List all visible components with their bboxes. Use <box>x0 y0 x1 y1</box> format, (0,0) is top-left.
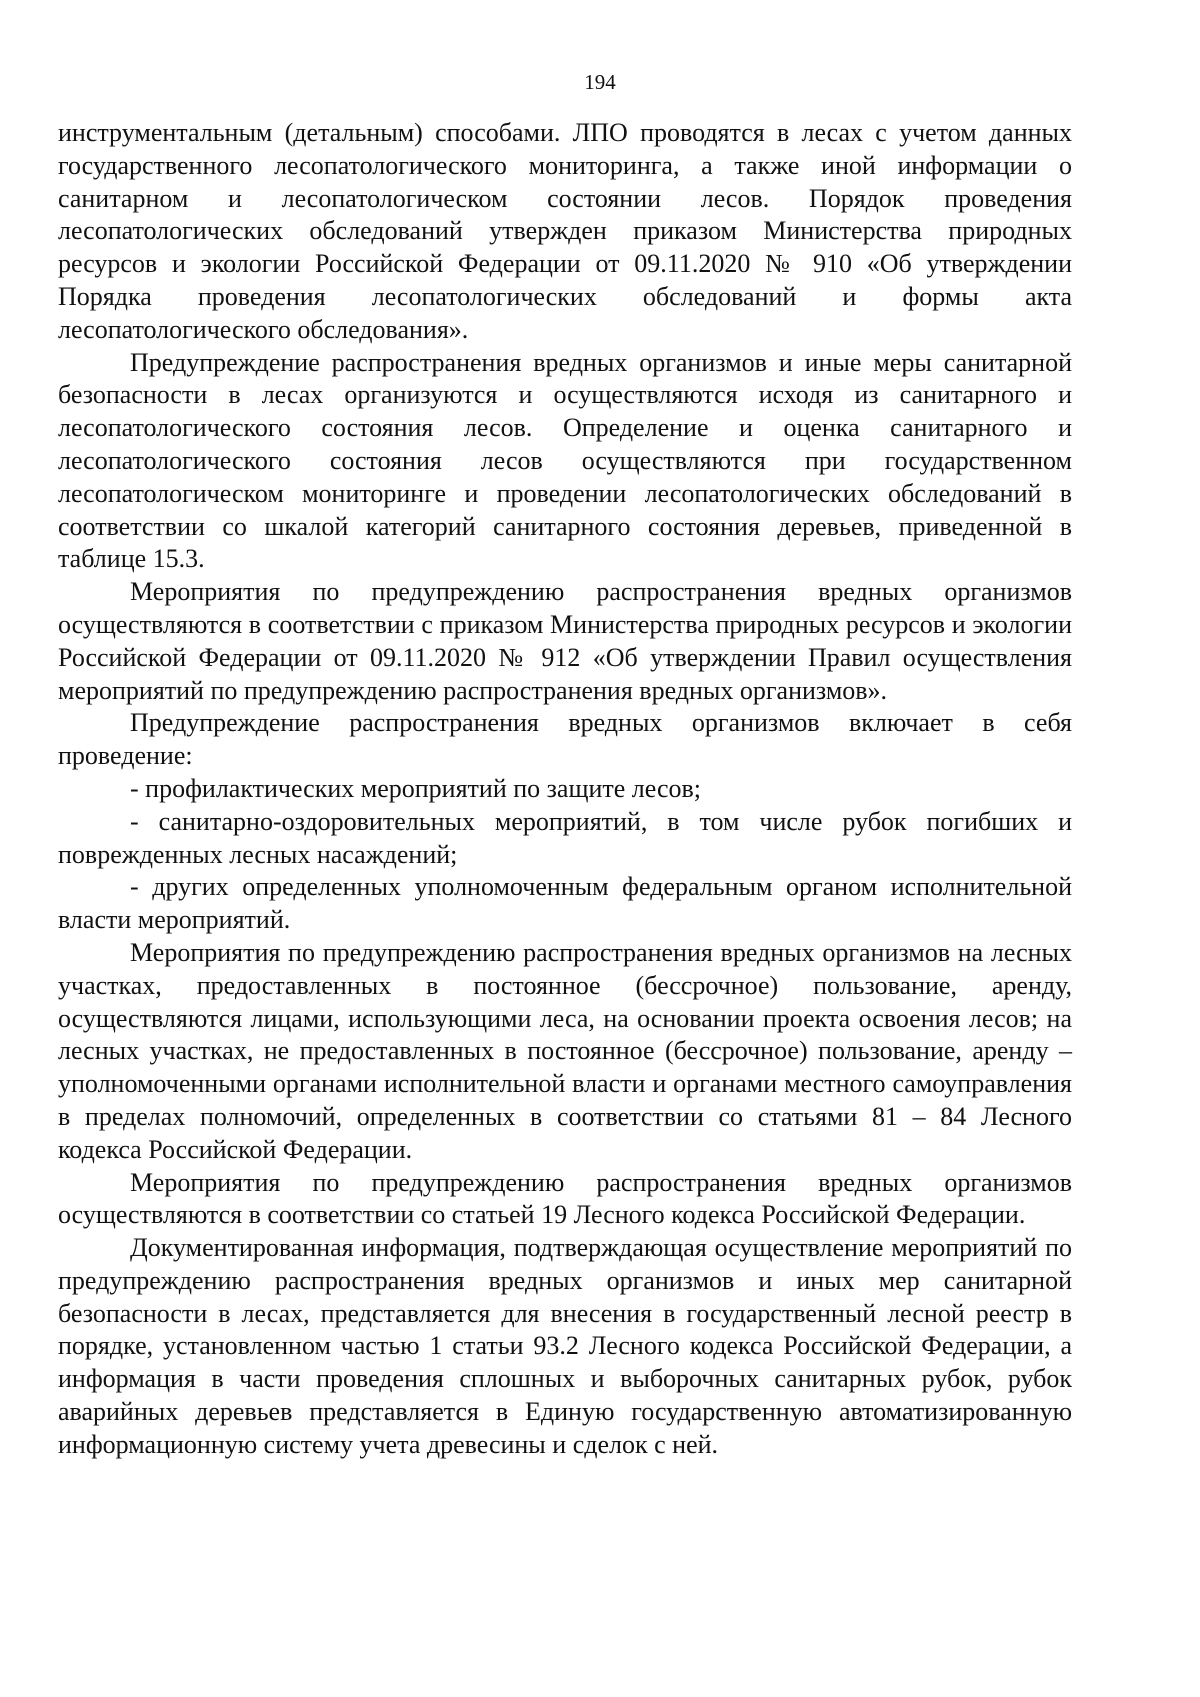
paragraph-prevention-order: Мероприятия по предупреждению распространения вредных организмов осуществляются в соответствии с приказом Министерства природных ресурсов и экологии Российской Федерации от 09.11.2020 № 912 «Об утверждении Правил осуществления мероприятий по предупреждению распространения вредных организмов». <box>58 577 1072 705</box>
paragraph-prevention-measures: Предупреждение распространения вредных организмов и иные меры санитарной безопасности в лесах организуются и осуществляются исходя из санитарного и лесопатологического состояния лесов. Определение и оценка санитарного и лесопатологического состояния лесов осуществляются при государственном лесопатологическом мониторинге и проведении лесопатологических обследований в соответствии со шкалой категорий санитарного состояния деревьев, приведенной в таблице 15.3. <box>58 347 1072 574</box>
paragraph-leased-plots: Мероприятия по предупреждению распространения вредных организмов на лесных участках, предоставленных в постоянное (бессрочное) пользование, аренду, осуществляются лицами, использующими леса, на основании проекта освоения лесов; на лесных участках, не предоставленных в постоянное (бессрочное) пользование, аренду – уполномоченными органами исполнительной власти и органами местного самоуправления в пределах полномочий, определенных в соответствии со статьями 81 – 84 Лесного кодекса Российской Федерации. <box>58 937 1072 1164</box>
paragraph-documented-info: Документированная информация, подтверждающая осуществление мероприятий по предупреждению распространения вредных организмов и иных мер санитарной безопасности в лесах, представляется для внесения в государственный лесной реестр в порядке, установленном частью 1 статьи 93.2 Лесного кодекса Российской Федерации, а информация в части проведения сплошных и выборочных санитарных рубок, рубок аварийных деревьев представляется в Единую государственную автоматизированную информационную систему учета древесины и сделок с ней. <box>58 1233 1072 1459</box>
paragraph-article-19: Мероприятия по предупреждению распространения вредных организмов осуществляются в соответствии со статьей 19 Лесного кодекса Российской Федерации. <box>58 1167 1072 1230</box>
page-number: 194 <box>584 70 616 94</box>
list-item: - других определенных уполномоченным федеральным органом исполнительной власти мероприятий. <box>58 872 1072 935</box>
paragraph-lpo-continuation: инструментальным (детальным) способами. ЛПО проводятся в лесах с учетом данных государственного лесопатологического мониторинга, а также иной информации о санитарном и лесопатологическом состоянии лесов. Порядок проведения лесопатологических обследований утвержден приказом Министерства природных ресурсов и экологии Российской Федерации от 09.11.2020 № 910 «Об утверждении Порядка проведения лесопатологических обследований и формы акта лесопатологического обследования». <box>58 118 1072 344</box>
document-body <box>58 117 1072 1462</box>
paragraph-prevention-includes: Предупреждение распространения вредных организмов включает в себя проведение: <box>58 708 1072 771</box>
list-item: - профилактических мероприятий по защите лесов; <box>130 773 701 803</box>
list-item: - санитарно-оздоровительных мероприятий, в том числе рубок погибших и поврежденных лесных насаждений; <box>58 806 1072 869</box>
